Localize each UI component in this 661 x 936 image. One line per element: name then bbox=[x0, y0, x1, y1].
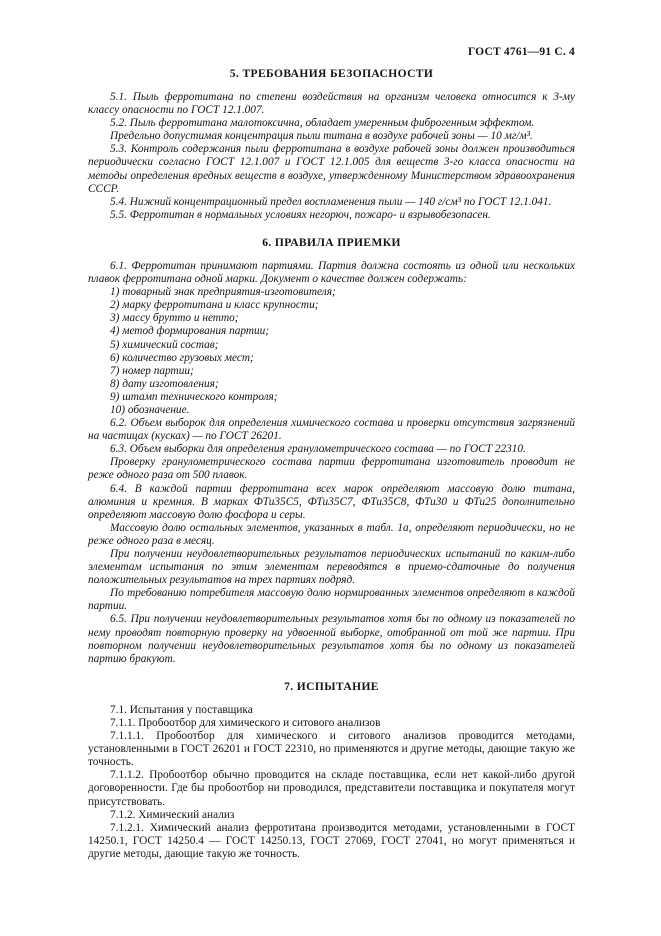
paragraph: 7.1.1. Пробоотбор для химического и ситового анализов bbox=[110, 716, 381, 729]
paragraph: 7.1.1.1. Пробоотбор для химического и ситового анализов проводится методами, установленными в ГОСТ 26201 и ГОСТ 22310, но применяются и другие методы, дающие такую же точность. bbox=[88, 730, 575, 769]
paragraph: 6.3. Объем выборки для определения гранулометрического состава — по ГОСТ 22310. bbox=[110, 443, 526, 456]
paragraph: По требованию потребителя массовую долю нормированных элементов определяют в каждой партии. bbox=[88, 587, 575, 613]
list-item: 1) товарный знак предприятия-изготовителя; bbox=[110, 286, 336, 299]
paragraph: 6.2. Объем выборок для определения химического состава и проверки отсутствия загрязнений на частицах (кусках) — по ГОСТ 26201. bbox=[88, 417, 575, 443]
paragraph: Массовую долю остальных элементов, указанных в табл. 1а, определяют периодически, но не реже одного раза в месяц. bbox=[88, 521, 575, 547]
list-item: 3) массу брутто и нетто; bbox=[110, 312, 239, 325]
paragraph: 6.5. При получении неудовлетворительных результатов хотя бы по одному из показателей по нему проводят повторную проверку на удвоенной выборке, отобранной от той же партии. При повторном получении неудовлетворительных результатов хотя бы по одному из показателей партию бракуют. bbox=[88, 613, 575, 665]
paragraph: Предельно допустимая концентрация пыли титана в воздухе рабочей зоны — 10 мг/м³. bbox=[110, 130, 533, 143]
list-item: 5) химический состав; bbox=[110, 338, 219, 351]
document-sections bbox=[88, 68, 575, 861]
paragraph: 7.1.2. Химический анализ bbox=[110, 808, 235, 821]
list-item: 7) номер партии; bbox=[110, 364, 194, 377]
list-item: 4) метод формирования партии; bbox=[110, 325, 270, 338]
paragraph: 7.1.1.2. Пробоотбор обычно проводится на складе поставщика, если нет какой-либо другой договоренности. Где бы пробоотбор ни проводился, представители поставщика и покупателя могут присутствовать. bbox=[88, 769, 575, 808]
list-item: 2) марку ферротитана и класс крупности; bbox=[110, 299, 319, 312]
paragraph: 5.1. Пыль ферротитана по степени воздействия на организм человека относится к 3-му классу опасности по ГОСТ 12.1.007. bbox=[88, 91, 575, 117]
list-item: 8) дату изготовления; bbox=[110, 377, 219, 390]
paragraph: 6.1. Ферротитан принимают партиями. Партия должна состоять из одной или нескольких плавок ферротитана одной марки. Документ о качестве должен содержать: bbox=[88, 259, 575, 286]
page-header: ГОСТ 4761—91 С. 4 bbox=[467, 46, 575, 58]
paragraph: 5.5. Ферротитан в нормальных условиях негорюч, пожаро- и взрывобезопасен. bbox=[110, 208, 491, 221]
section-title: 6. ПРАВИЛА ПРИЕМКИ bbox=[262, 236, 401, 249]
paragraph: 6.4. В каждой партии ферротитана всех марок определяют массовую долю титана, алюминия и кремния. В марках ФТи35С5, ФТи35С7, ФТи35С8, ФТи30 и ФТи25 дополнительно определяют массовую долю фосфора и серы. bbox=[88, 482, 575, 521]
paragraph: 7.1. Испытания у поставщика bbox=[110, 703, 253, 716]
paragraph: 7.1.2.1. Химический анализ ферротитана производится методами, установленными в ГОСТ 14250.1, ГОСТ 14250.4 — ГОСТ 14250.13, ГОСТ 27069, ГОСТ 27041, но могут применяться и другие методы, дающие такую же точность. bbox=[88, 821, 575, 860]
paragraph: 5.2. Пыль ферротитана малотоксична, обладает умеренным фиброгенным эффектом. bbox=[110, 117, 535, 130]
section-title: 5. ТРЕБОВАНИЯ БЕЗОПАСНОСТИ bbox=[229, 68, 434, 80]
paragraph: Проверку гранулометрического состава партии ферротитана изготовитель проводит не реже одного раза от 500 плавок. bbox=[88, 456, 575, 482]
paragraph: 5.4. Нижний концентрационный предел воспламенения пыли — 140 г/см³ по ГОСТ 12.1.041. bbox=[110, 195, 552, 208]
paragraph: При получении неудовлетворительных результатов периодических испытаний по каким-либо элементам испытания по этим элементам переводятся в приемо-сдаточные до получения положительных результатов на трех партиях подряд. bbox=[88, 548, 575, 587]
section-title: 7. ИСПЫТАНИЕ bbox=[284, 680, 379, 693]
list-item: 10) обозначение. bbox=[110, 403, 190, 416]
paragraph: 5.3. Контроль содержания пыли ферротитана в воздухе рабочей зоны должен производиться периодически согласно ГОСТ 12.1.007 и ГОСТ 12.1.005 для веществ 3-го класса опасности на методы определения вредных веществ в воздухе, утвержденному Министерством здравоохранения СССР. bbox=[88, 143, 575, 195]
list-item: 6) количество грузовых мест; bbox=[110, 351, 254, 364]
list-item: 9) штамп технического контроля; bbox=[110, 390, 278, 403]
